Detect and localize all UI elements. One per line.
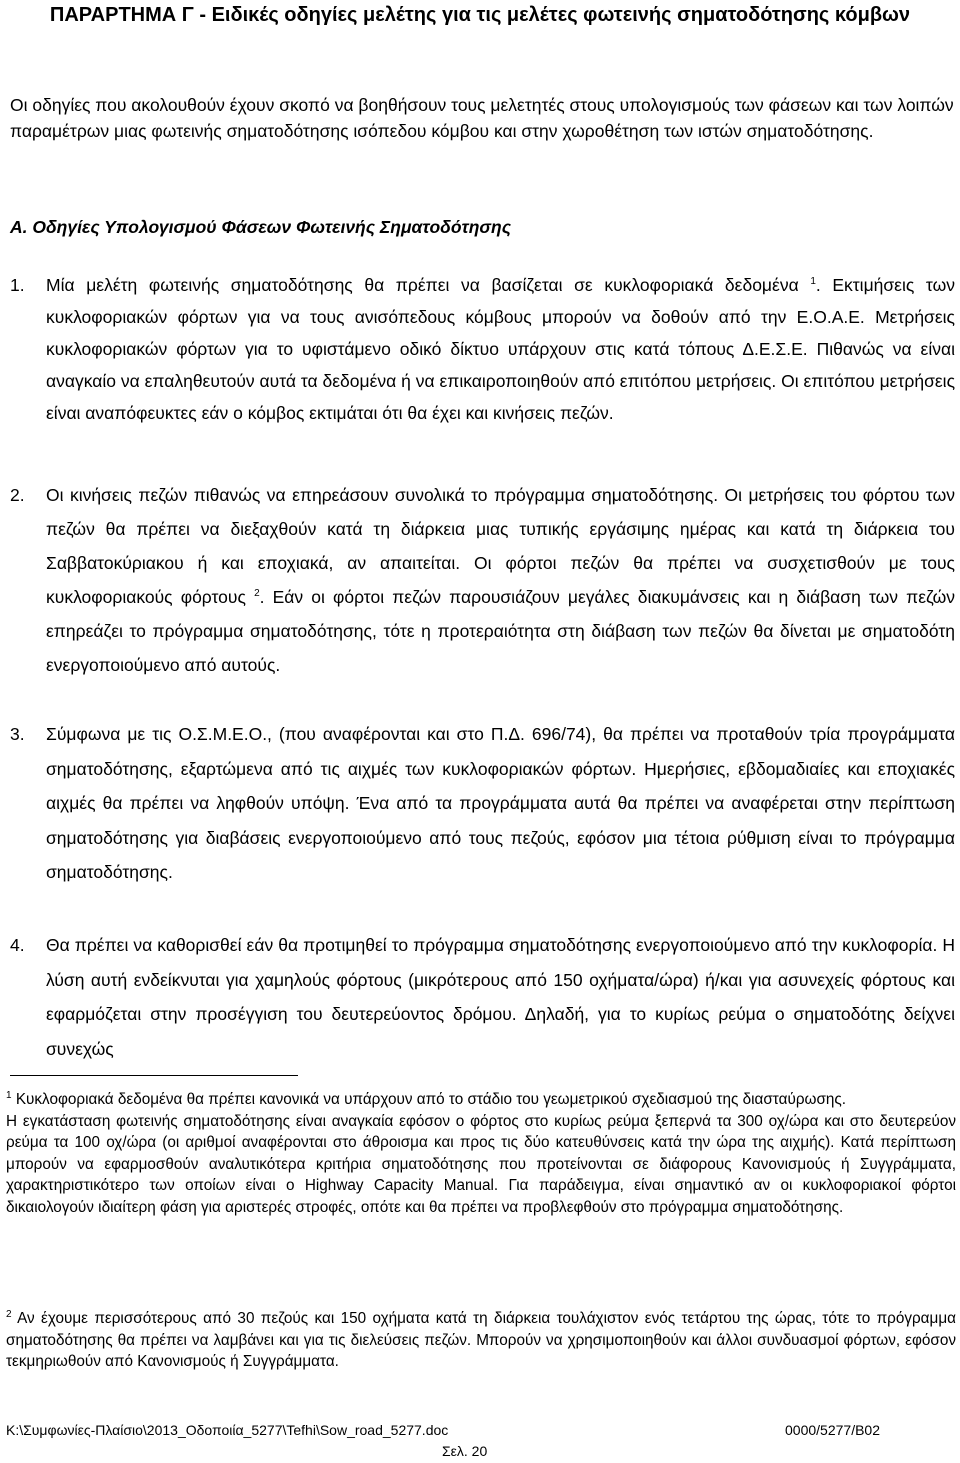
item-number: 2. [10, 485, 25, 505]
footnote [6, 1089, 956, 1219]
item-text-part: . Εάν οι φόρτοι πεζών παρουσιάζουν μεγάλες διακυμάνσεις και η διάβαση των πεζών επηρεάζει το πρόγραμμα σηματοδότησης, τότε η προτεραιότητα στη διάβαση των πεζών θα δίνεται με σηματοδότη ενεργοποιούμενο από αυτούς. [46, 587, 955, 675]
item-text [46, 478, 955, 682]
footnote-text: Κυκλοφοριακά δεδομένα θα πρέπει κανονικά να υπάρχουν από το στάδιο του γεωμετρικού σχεδιασμού της διασταύρωσης. [15, 1091, 847, 1108]
footnote-mark: 1 [6, 1090, 12, 1101]
item-number: 4. [10, 935, 25, 955]
page-title: ΠΑΡΑΡΤΗΜΑ Γ - Ειδικές οδηγίες μελέτης για τις μελέτες φωτεινής σηματοδότησης κόμβων [49, 4, 911, 26]
list-item [10, 928, 955, 1066]
footnote-continuation: Η εγκατάσταση φωτεινής σηματοδότησης είναι αναγκαία εφόσον ο φόρτος στο κυρίως ρεύμα ξεπερνά τα 300 οχ/ώρα και στο δευτερεύον ρεύμα τα 100 οχ/ώρα (οι αριθμοί αναφέρονται στο άθροισμα και προς τις δύο κατευθύνσεις κατά την ώρα της αιχμής). Κατά περίπτωση μπορούν να εφαρμοσθούν αναλυτικότερα κριτήρια σηματοδότησης που προτείνονται σε διάφορους Κανονισμούς ή Συγγράμματα, χαρακτηριστικότερο των οποίων είναι ο Highway Capacity Manual. Για παράδειγμα, είναι σημαντικό αν οι κυκλοφοριακοί φόρτοι δικαιολογούν ιδιαίτερη φάση για αριστερές στροφές, οπότε και θα πρέπει να προβλεφθούν στο πρόγραμμα σηματοδότησης. [6, 1112, 956, 1216]
item-text-part: . Εκτιμήσεις των κυκλοφοριακών φόρτων για να τους ανισόπεδους κόμβους μπορούν να δοθούν από την Ε.Ο.Α.Ε. Μετρήσεις κυκλοφοριακών φόρτων για το υφιστάμενο οδικό δίκτυο υπάρχουν στις κατά τόπους Δ.Ε.Σ.Ε. Πιθανώς να είναι αναγκαίο να επαληθευτούν αυτά τα δεδομένα ή να επικαιροποιηθούν από επιτόπου μετρήσεις. Οι επιτόπου μετρήσεις είναι αναπόφευκτες εάν ο κόμβος εκτιμάται ότι θα έχει και κινήσεις πεζών. [46, 275, 956, 423]
item-text: Θα πρέπει να καθορισθεί εάν θα προτιμηθεί το πρόγραμμα σηματοδότησης ενεργοποιούμενο από την κυκλοφορία. Η λύση αυτή ενδείκνυται για χαμηλούς φόρτους (μικρότερους από 150 οχήματα/ώρα) ή/και για ασυνεχείς φόρτους και εφαρμόζεται στην προσέγγιση του δευτερεύοντος δρόμου. Δηλαδή, για το κυρίως ρεύμα ο σηματοδότης δείχνει συνεχώς [46, 935, 955, 1059]
intro-paragraph: Οι οδηγίες που ακολουθούν έχουν σκοπό να βοηθήσουν τους μελετητές στους υπολογισμούς των φάσεων και των λοιπών παραμέτρων μιας φωτεινής σηματοδότησης ισόπεδου κόμβου και στην χωροθέτηση των ιστών σηματοδότησης. [10, 95, 954, 141]
footnote-text: Αν έχουμε περισσότερους από 30 πεζούς και 150 οχήματα κατά τη διάρκεια τουλάχιστον ενός τετάρτου της ώρας, τότε το πρόγραμμα σηματοδότησης θα πρέπει να λαμβάνει και για τις διελεύσεις πεζών. Μπορούν να χρησιμοποιηθούν και άλλοι συνδυασμοί φόρτων, εφόσον τεκμηριωθούν από Κανονισμούς ή Συγγράμματα. [6, 1310, 956, 1371]
footer-file-path: K:\Συμφωνίες-Πλαίσιο\2013_Οδοποιία_5277\Tefhi\Sow_road_5277.doc [6, 1422, 449, 1438]
footer-document-code: 0000/5277/B02 [785, 1422, 880, 1438]
item-text [46, 269, 955, 429]
footer-page-number: Σελ. 20 [442, 1443, 488, 1459]
list-item [10, 478, 955, 682]
footnote-reference: 1 [810, 276, 816, 287]
list-item [10, 269, 955, 429]
item-text-part: Οι κινήσεις πεζών πιθανώς να επηρεάσουν συνολικά το πρόγραμμα σηματοδότησης. Οι μετρήσεις του φόρτου των πεζών θα πρέπει να διεξαχθούν κατά τη διάρκεια μιας τυπικής εργάσιμης ημέρας και κατά τη διάρκεια του Σαββατοκύριακου ή και εποχιακά, αν απαιτείται. Οι φόρτοι πεζών θα πρέπει να συσχετισθούν με τους κυκλοφοριακούς φόρτους [46, 485, 955, 607]
footnote [6, 1308, 956, 1373]
item-number: 3. [10, 724, 25, 744]
footnote-reference: 2 [254, 588, 260, 599]
list-item [10, 717, 955, 890]
section-a-heading: Α. Οδηγίες Υπολογισμού Φάσεων Φωτεινής Σηματοδότησης [10, 217, 512, 237]
item-text: Σύμφωνα με τις Ο.Σ.Μ.Ε.Ο., (που αναφέρονται και στο Π.Δ. 696/74), θα πρέπει να προταθούν τρία προγράμματα σηματοδότησης, εξαρτώμενα από τις αιχμές των κυκλοφοριακών φόρτων. Ημερήσιες, εβδομαδιαίες και εποχιακές αιχμές θα πρέπει να ληφθούν υπόψη. Ένα από τα προγράμματα αυτά θα πρέπει να αναφέρεται στην περίπτωση σηματοδότησης για διαβάσεις ενεργοποιούμενο από τους πεζούς, εφόσον μια τέτοια ρύθμιση είναι το πρόγραμμα σηματοδότησης. [46, 724, 955, 882]
footnote-separator [10, 1075, 298, 1076]
item-number: 1. [10, 275, 25, 295]
footnote-mark: 2 [6, 1309, 12, 1320]
item-text-part: Μία μελέτη φωτεινής σηματοδότησης θα πρέπει να βασίζεται σε κυκλοφοριακά δεδομένα [46, 275, 799, 295]
